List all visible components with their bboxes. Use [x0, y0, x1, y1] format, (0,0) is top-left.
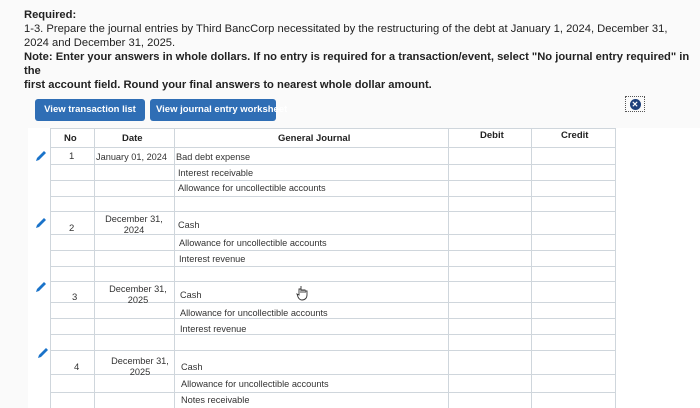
entry-1-no: 1 [69, 151, 75, 162]
view-transaction-list-button[interactable]: View transaction list [35, 99, 145, 121]
instructions-note-1: Note: Enter your answers in whole dollars. If no entry is required for a transaction/event, select "No journal entry required" in the [24, 51, 690, 77]
entry-3-account-2[interactable]: Allowance for uncollectible accounts [180, 308, 328, 318]
entry-2-account-2[interactable]: Allowance for uncollectible accounts [179, 238, 327, 248]
entry-2-account-3[interactable]: Interest revenue [179, 254, 246, 264]
journal-table [28, 128, 700, 408]
entry-2-account-1[interactable]: Cash [178, 220, 200, 230]
edit-icon[interactable] [36, 346, 50, 360]
edit-icon[interactable] [34, 216, 48, 230]
edit-icon[interactable] [34, 280, 48, 294]
instructions-note-2: first account field. Round your final answers to nearest whole dollar amount. [24, 79, 432, 91]
hand-cursor-icon [296, 285, 310, 301]
entry-4-no: 4 [74, 362, 80, 373]
instructions-line-2: 2024 and December 31, 2025. [24, 37, 176, 49]
edit-icon[interactable] [34, 149, 48, 163]
entry-3-date: December 31, 2025 [109, 284, 167, 305]
header-general-journal: General Journal [278, 133, 351, 144]
entry-3-account-3[interactable]: Interest revenue [180, 324, 247, 334]
header-date: Date [122, 133, 143, 144]
entry-4-account-2[interactable]: Allowance for uncollectible accounts [181, 379, 329, 389]
entry-4-account-1[interactable]: Cash [181, 362, 203, 372]
entry-1-date: January 01, 2024 [96, 152, 168, 162]
entry-4-date: December 31, 2025 [111, 356, 169, 377]
entry-3-account-1[interactable]: Cash [180, 290, 202, 300]
entry-1-account-3[interactable]: Allowance for uncollectible accounts [178, 183, 326, 193]
entry-2-date: December 31, 2024 [105, 214, 163, 235]
instructions [24, 8, 694, 92]
header-no: No [64, 133, 77, 144]
entry-1-account-1[interactable]: Bad debt expense [176, 152, 251, 162]
close-icon: ✕ [630, 99, 641, 110]
header-debit: Debit [480, 130, 504, 141]
entry-3-no: 3 [72, 292, 78, 303]
close-button[interactable] [625, 96, 645, 112]
view-journal-worksheet-button[interactable]: View journal entry worksheet [150, 99, 276, 121]
entry-4-account-3[interactable]: Notes receivable [181, 395, 250, 405]
entry-1-account-2[interactable]: Interest receivable [178, 168, 254, 178]
header-credit: Credit [561, 130, 589, 141]
instructions-title: Required: [24, 9, 77, 21]
entry-2-no: 2 [69, 223, 75, 234]
instructions-line-1: 1-3. Prepare the journal entries by Third BancCorp necessitated by the restructuring of the debt at January 1, 2024, December 31, [24, 23, 668, 35]
